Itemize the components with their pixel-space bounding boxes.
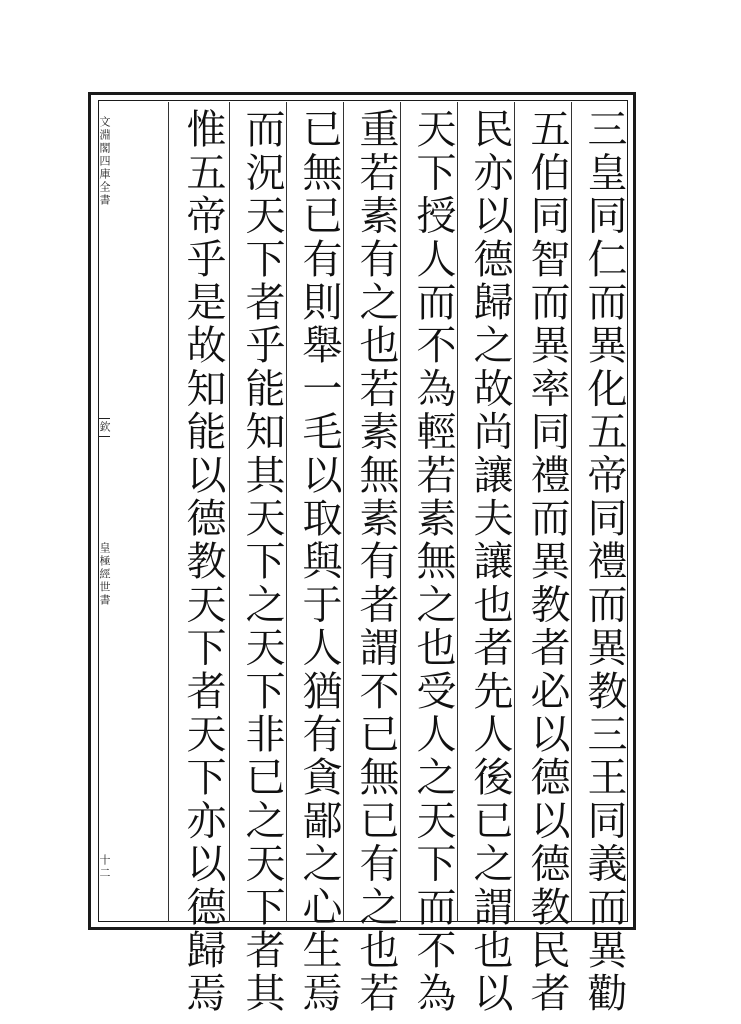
text-column-5 bbox=[350, 102, 402, 1016]
text-column-7 bbox=[236, 102, 288, 1016]
text-column-3 bbox=[464, 102, 516, 1016]
column-text: 惟五帝乎是故知能以德教天下者天下亦以德歸焉 bbox=[180, 108, 226, 1016]
column-text: 重若素有之也若素無素有者謂不已無已有之也若 bbox=[353, 108, 399, 1016]
text-column-4 bbox=[407, 102, 459, 1016]
text-column-8 bbox=[177, 102, 229, 1016]
column-text: 三皇同仁而異化五帝同禮而異教三王同義而異勸 bbox=[581, 108, 627, 1016]
page-number: 十二 bbox=[98, 854, 111, 880]
column-text: 已無已有則舉一毛以取與于人猶有貪鄙之心生焉 bbox=[296, 108, 342, 1016]
text-column-2 bbox=[521, 102, 573, 1016]
column-text: 而況天下者乎能知其天下之天下非已之天下者其 bbox=[239, 108, 285, 1016]
text-column-6 bbox=[293, 102, 345, 1016]
column-text: 天下授人而不為輕若素無之也受人之天下而不為 bbox=[410, 108, 456, 1016]
volume-mark: 欽 bbox=[98, 418, 110, 437]
book-title: 文淵閣四庫全書 bbox=[98, 116, 111, 207]
text-column-1 bbox=[578, 102, 630, 1016]
book-series-title: 皇極經世書 bbox=[98, 542, 111, 607]
text-body bbox=[168, 102, 628, 1016]
margin-column bbox=[98, 100, 110, 922]
column-text: 五伯同智而異率同禮而異教者必以德以德教民者 bbox=[524, 108, 570, 1016]
column-text: 民亦以德歸之故尚讓夫讓也者先人後已之謂也以 bbox=[467, 108, 513, 1016]
